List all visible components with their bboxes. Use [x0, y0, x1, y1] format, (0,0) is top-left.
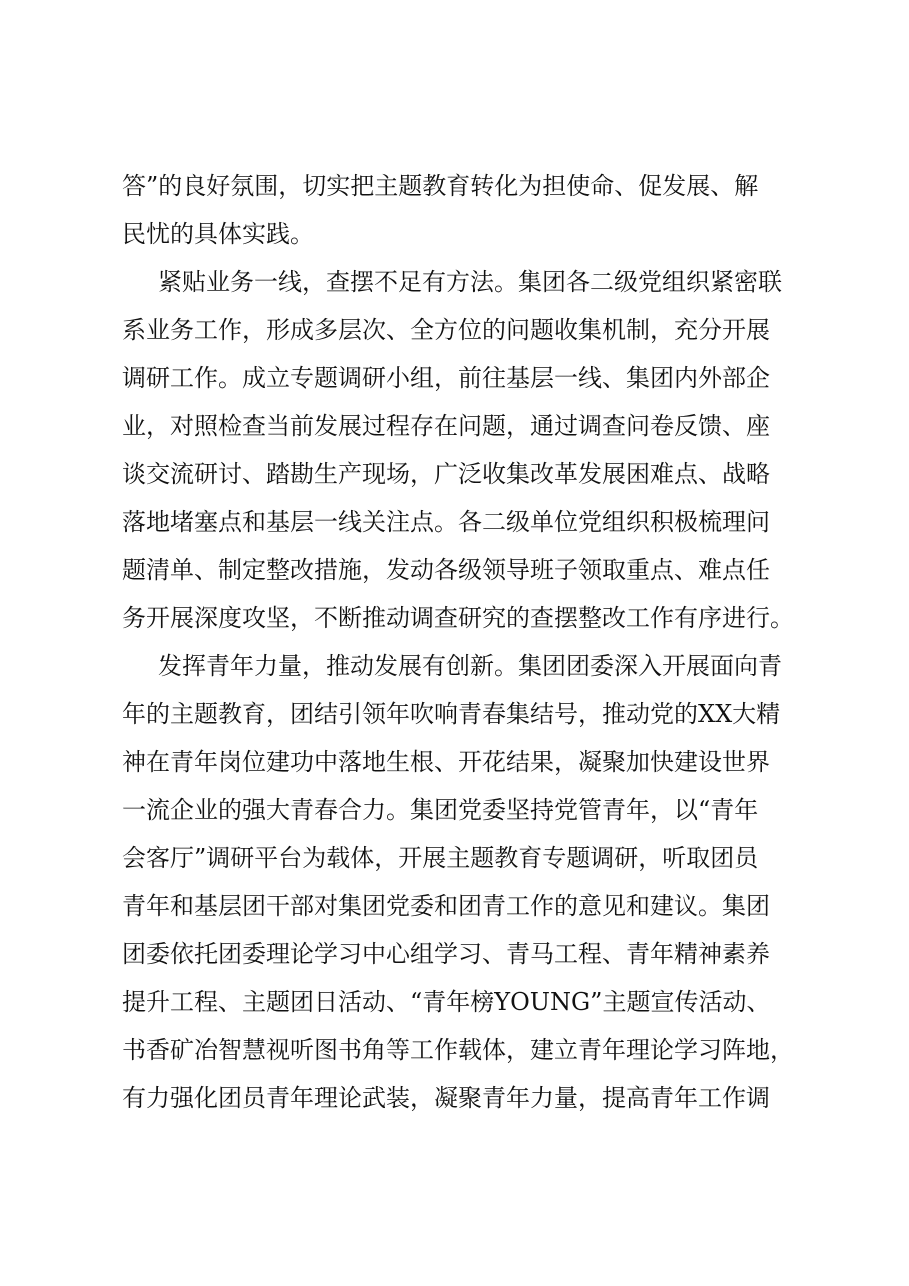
text-line: 一流企业的强大青春合力。集团党委坚持党管青年，以“青年	[122, 796, 759, 824]
text-line: 务开展深度攻坚，不断推动调查研究的查摆整改工作有序进行。	[122, 604, 794, 632]
text-line: 紧贴业务一线，查摆不足有方法。集团各二级党组织紧密联	[158, 268, 782, 296]
text-line: 团委依托团委理论学习中心组学习、青马工程、青年精神素养	[122, 940, 770, 968]
text-line: 落地堵塞点和基层一线关注点。各二级单位党组织积极梳理问	[122, 508, 770, 536]
text-line: 会客厅”调研平台为载体，开展主题教育专题调研，听取团员	[122, 844, 759, 872]
text-line: 业，对照检查当前发展过程存在问题，通过调查问卷反馈、座	[122, 412, 770, 440]
text-line: 年的主题教育，团结引领年吹响青春集结号，推动党的XX大精	[122, 700, 781, 728]
paragraph-3	[122, 642, 802, 1122]
text-line: 谈交流研讨、踏勘生产现场，广泛收集改革发展困难点、战略	[122, 460, 770, 488]
text-line: 题清单、制定整改措施，发动各级领导班子领取重点、难点任	[122, 556, 770, 584]
text-line: 系业务工作，形成多层次、全方位的问题收集机制，充分开展	[122, 316, 770, 344]
text-line: 提升工程、主题团日活动、“青年榜YOUNG”主题宣传活动、	[122, 988, 771, 1016]
text-line: 有力强化团员青年理论武装，凝聚青年力量，提高青年工作调	[122, 1084, 770, 1112]
text-line: 民忧的具体实践。	[122, 220, 314, 248]
text-line: 神在青年岗位建功中落地生根、开花结果，凝聚加快建设世界	[122, 748, 770, 776]
document-body	[122, 162, 802, 1122]
text-line: 答”的良好氛围，切实把主题教育转化为担使命、促发展、解	[122, 172, 759, 200]
text-line: 调研工作。成立专题调研小组，前往基层一线、集团内外部企	[122, 364, 770, 392]
paragraph-1	[122, 162, 802, 258]
text-line: 发挥青年力量，推动发展有创新。集团团委深入开展面向青	[158, 652, 782, 680]
paragraph-2	[122, 258, 802, 642]
text-line: 青年和基层团干部对集团党委和团青工作的意见和建议。集团	[122, 892, 770, 920]
text-line: 书香矿冶智慧视听图书角等工作载体，建立青年理论学习阵地，	[122, 1036, 794, 1064]
